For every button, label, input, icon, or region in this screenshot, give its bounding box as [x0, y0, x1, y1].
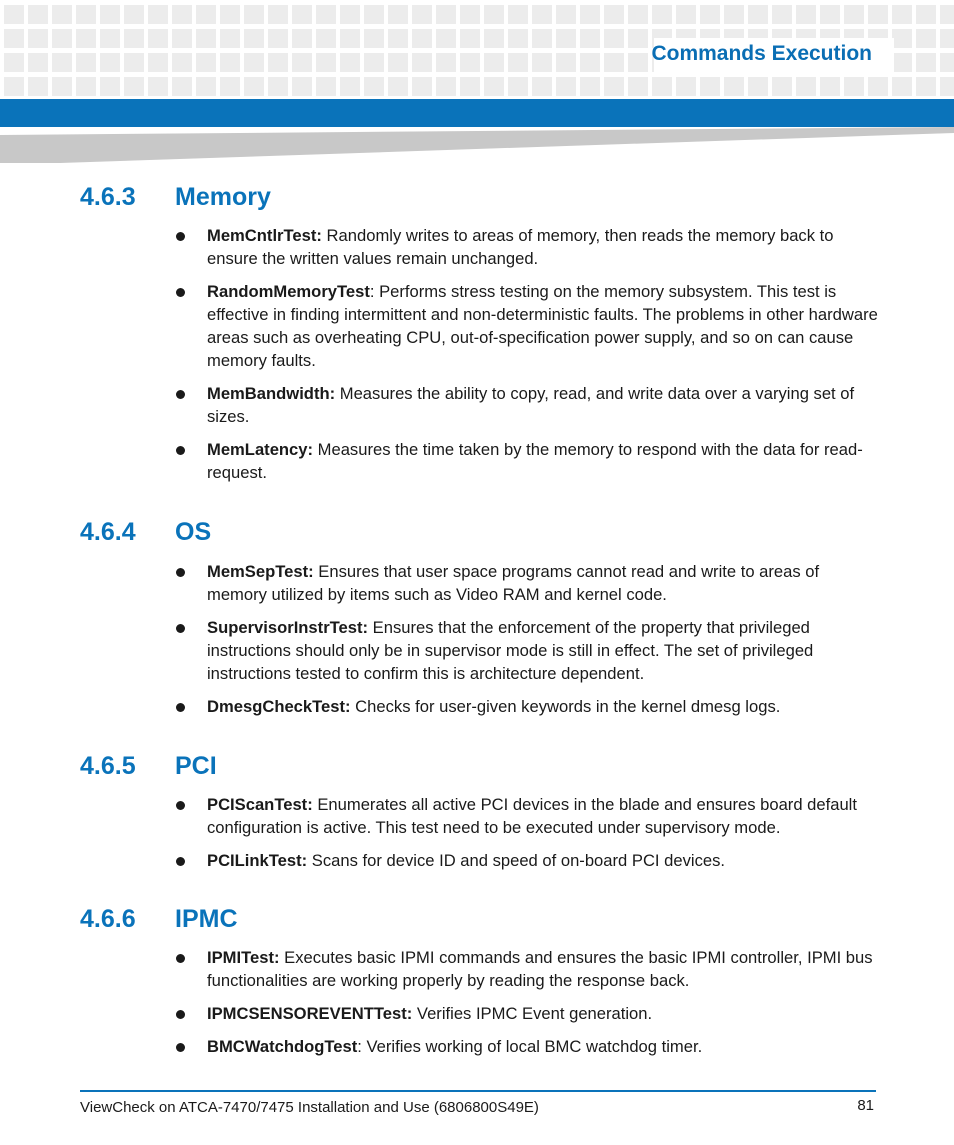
test-description: Verifies IPMC Event generation. — [412, 1004, 653, 1023]
test-name: MemBandwidth: — [207, 384, 336, 403]
test-description: Checks for user-given keywords in the kernel dmesg logs. — [350, 697, 781, 716]
section-heading-os — [80, 518, 211, 547]
bullet-icon — [176, 568, 185, 577]
bullet-icon — [176, 446, 185, 455]
section-number: 4.6.4 — [80, 518, 136, 546]
test-description: Enumerates all active PCI devices in the blade and ensures board default configuration is active. This test need to be executed under supervisory mode. — [207, 795, 857, 837]
test-name: RandomMemoryTest — [207, 282, 370, 301]
test-name: DmesgCheckTest: — [207, 697, 351, 716]
list-item — [176, 280, 881, 372]
header-grey-swoosh — [0, 127, 954, 163]
test-description: Randomly writes to areas of memory, then reads the memory back to ensure the written values remain unchanged. — [207, 226, 834, 268]
section-title: PCI — [175, 752, 217, 780]
bullet-icon — [176, 390, 185, 399]
list-item — [176, 438, 881, 484]
test-name: MemLatency: — [207, 440, 314, 459]
bullet-icon — [176, 703, 185, 712]
section-title: OS — [175, 518, 212, 546]
test-description: Measures the time taken by the memory to respond with the data for read-request. — [207, 440, 863, 482]
section-number: 4.6.5 — [80, 752, 136, 780]
bullet-icon — [176, 857, 185, 866]
list-item — [176, 1002, 881, 1025]
section-number: 4.6.6 — [80, 905, 136, 933]
section-heading-pci — [80, 752, 217, 781]
test-description: Scans for device ID and speed of on-board PCI devices. — [307, 851, 726, 870]
section-heading-ipmc — [80, 905, 238, 934]
section-title: IPMC — [175, 905, 238, 933]
bullet-icon — [176, 1010, 185, 1019]
page-number: 81 — [857, 1097, 874, 1114]
running-header-title: Commands Execution — [651, 42, 872, 65]
list-item — [176, 793, 881, 839]
section-number: 4.6.3 — [80, 183, 136, 211]
section-title: Memory — [175, 183, 271, 211]
bullet-icon — [176, 1043, 185, 1052]
pci-test-list — [176, 793, 881, 882]
list-item — [176, 560, 881, 606]
test-name: MemCntlrTest: — [207, 226, 322, 245]
bullet-icon — [176, 954, 185, 963]
bullet-icon — [176, 801, 185, 810]
list-item — [176, 224, 881, 270]
test-description: : Performs stress testing on the memory subsystem. This test is effective in finding intermittent and non-deterministic faults. The problems in other hardware areas such as overheating CPU, out-of-specification power supply, and so on can cause memory faults. — [207, 282, 878, 370]
header-blue-bar — [0, 99, 954, 127]
test-description: Measures the ability to copy, read, and write data over a varying set of sizes. — [207, 384, 855, 426]
list-item — [176, 616, 881, 685]
list-item — [176, 1035, 881, 1058]
test-description: : Verifies working of local BMC watchdog timer. — [357, 1037, 703, 1056]
test-description: Executes basic IPMI commands and ensures the basic IPMI controller, IPMI bus functionalities are working properly by reading the response back. — [207, 948, 873, 990]
test-name: SupervisorInstrTest: — [207, 618, 369, 637]
bullet-icon — [176, 288, 185, 297]
list-item — [176, 849, 881, 872]
test-name: BMCWatchdogTest — [207, 1037, 358, 1056]
memory-test-list — [176, 224, 881, 494]
list-item — [176, 946, 881, 992]
bullet-icon — [176, 232, 185, 241]
test-description: Ensures that the enforcement of the property that privileged instructions should only be in supervisor mode is still in effect. The set of privileged instructions tested to confirm this is architecture dependent. — [207, 618, 814, 683]
bullet-icon — [176, 624, 185, 633]
os-test-list — [176, 560, 881, 728]
footer-document-title: ViewCheck on ATCA-7470/7475 Installation and Use (6806800S49E) — [80, 1099, 539, 1116]
ipmc-test-list — [176, 946, 881, 1068]
test-description: Ensures that user space programs cannot read and write to areas of memory utilized by items such as Video RAM and kernel code. — [207, 562, 820, 604]
test-name: PCIScanTest: — [207, 795, 313, 814]
footer-rule — [80, 1090, 876, 1092]
list-item — [176, 695, 881, 718]
test-name: PCILinkTest: — [207, 851, 308, 870]
section-heading-memory — [80, 183, 271, 212]
test-name: IPMITest: — [207, 948, 280, 967]
test-name: MemSepTest: — [207, 562, 314, 581]
list-item — [176, 382, 881, 428]
test-name: IPMCSENSOREVENTTest: — [207, 1004, 413, 1023]
